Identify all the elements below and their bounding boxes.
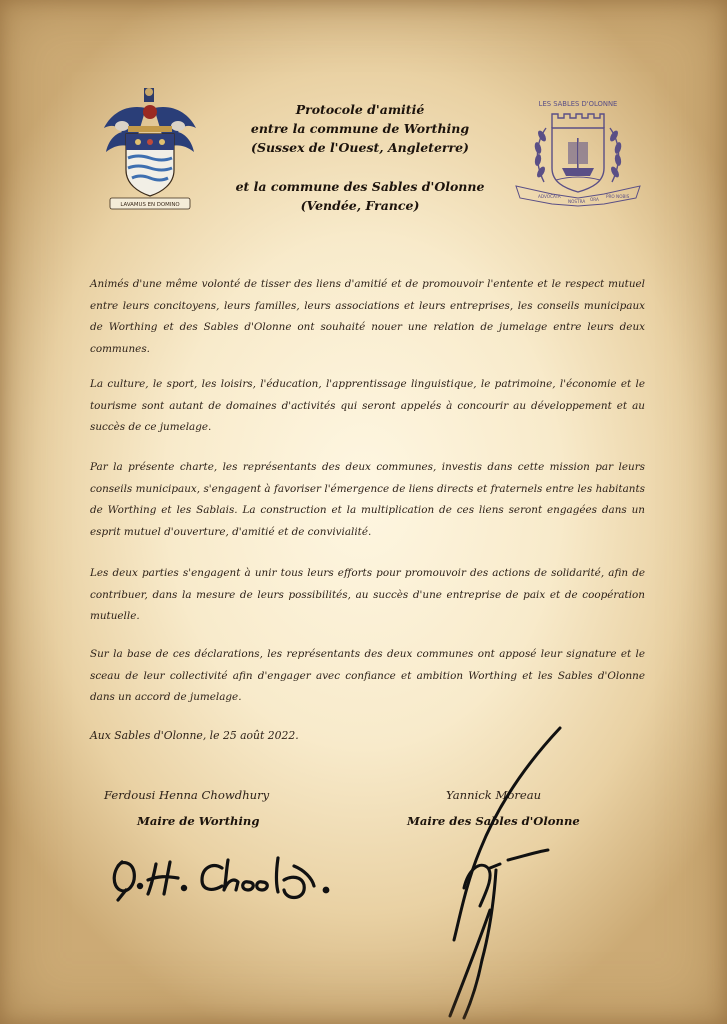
paragraph-text: La culture, le sport, les loisirs, l'éducation, l'apprentissage linguistique, le patrimoine, l'économie et le tourisme sont autant de domaines d'activités qui seront appelés à concourir au développement et au succès de ce jumelage.	[90, 378, 645, 433]
ribbon-pro-nobis: PRO NOBIS	[606, 194, 630, 199]
document-header	[210, 100, 510, 215]
ribbon-advocata: ADVOCATA	[538, 194, 561, 199]
les-sables-dolonne-emblem	[512, 98, 644, 208]
emblem-tower	[552, 114, 604, 128]
header-line-worthing: entre la commune de Worthing	[250, 121, 470, 136]
paragraph-domains	[90, 374, 645, 439]
paragraph-intent	[90, 274, 645, 360]
paragraph-text: Les deux parties s'engagent à unir tous leurs efforts pour promouvoir des actions de solidarité, afin de contribuer, dans la mesure de leurs possibilités, au succès d'une entreprise de paix et de coopération mutuelle.	[90, 567, 645, 622]
paragraph-text: Par la présente charte, les représentants des deux communes, investis dans cette mission par leurs conseils municipaux, s'engagent à favoriser l'émergence de liens directs et fraternels entre les habitants de Worthing et les Sablais. La construction et la multiplication de ces liens seront engagées dans un esprit mutuel d'ouverture, d'amitié et de convivialité.	[90, 461, 645, 538]
paragraph-declaration	[90, 644, 645, 709]
crest-motto: LAVAMUS EN DOMINO	[120, 202, 180, 208]
header-line-worthing-region: (Sussex de l'Ouest, Angleterre)	[251, 140, 469, 155]
ribbon-nostra: NOSTRA	[568, 199, 586, 204]
signatory-title-worthing: Maire de Worthing	[137, 814, 260, 828]
header-line-sables-region: (Vendée, France)	[300, 198, 420, 213]
handwritten-signature-sables	[420, 720, 570, 1020]
worthing-coat-of-arms	[98, 86, 202, 212]
handwritten-signature-worthing	[108, 850, 340, 910]
ribbon-ora: ORA	[590, 197, 599, 202]
header-line-sables: et la commune des Sables d'Olonne	[235, 179, 485, 194]
paragraph-solidarity	[90, 563, 645, 628]
paragraph-text: Sur la base de ces déclarations, les représentants des deux communes ont apposé leur signature et le sceau de leur collectivité afin d'engager avec confiance et ambition Worthing et les Sables d'Olonne dans un accord de jumelage.	[90, 648, 645, 703]
signatory-title-sables: Maire des Sables d'Olonne	[407, 814, 580, 828]
signatory-name-worthing: Ferdousi Henna Chowdhury	[104, 788, 270, 802]
signatory-name-sables: Yannick Moreau	[446, 788, 542, 802]
ship-icon	[562, 168, 594, 176]
emblem-title: LES SABLES D'OLONNE	[538, 100, 618, 108]
paragraph-charter	[90, 457, 645, 543]
paragraph-text: Animés d'une même volonté de tisser des liens d'amitié et de promouvoir l'entente et le respect mutuel entre leurs concitoyens, leurs familles, leurs associations et leurs entreprises, les conseils municipaux de Worthing et des Sables d'Olonne ont souhaité nouer une relation de jumelage entre leurs deux communes.	[90, 278, 645, 355]
header-title: Protocole d'amitié	[295, 102, 425, 117]
place-and-date: Aux Sables d'Olonne, le 25 août 2022.	[90, 729, 299, 742]
crest-crown	[144, 88, 154, 102]
